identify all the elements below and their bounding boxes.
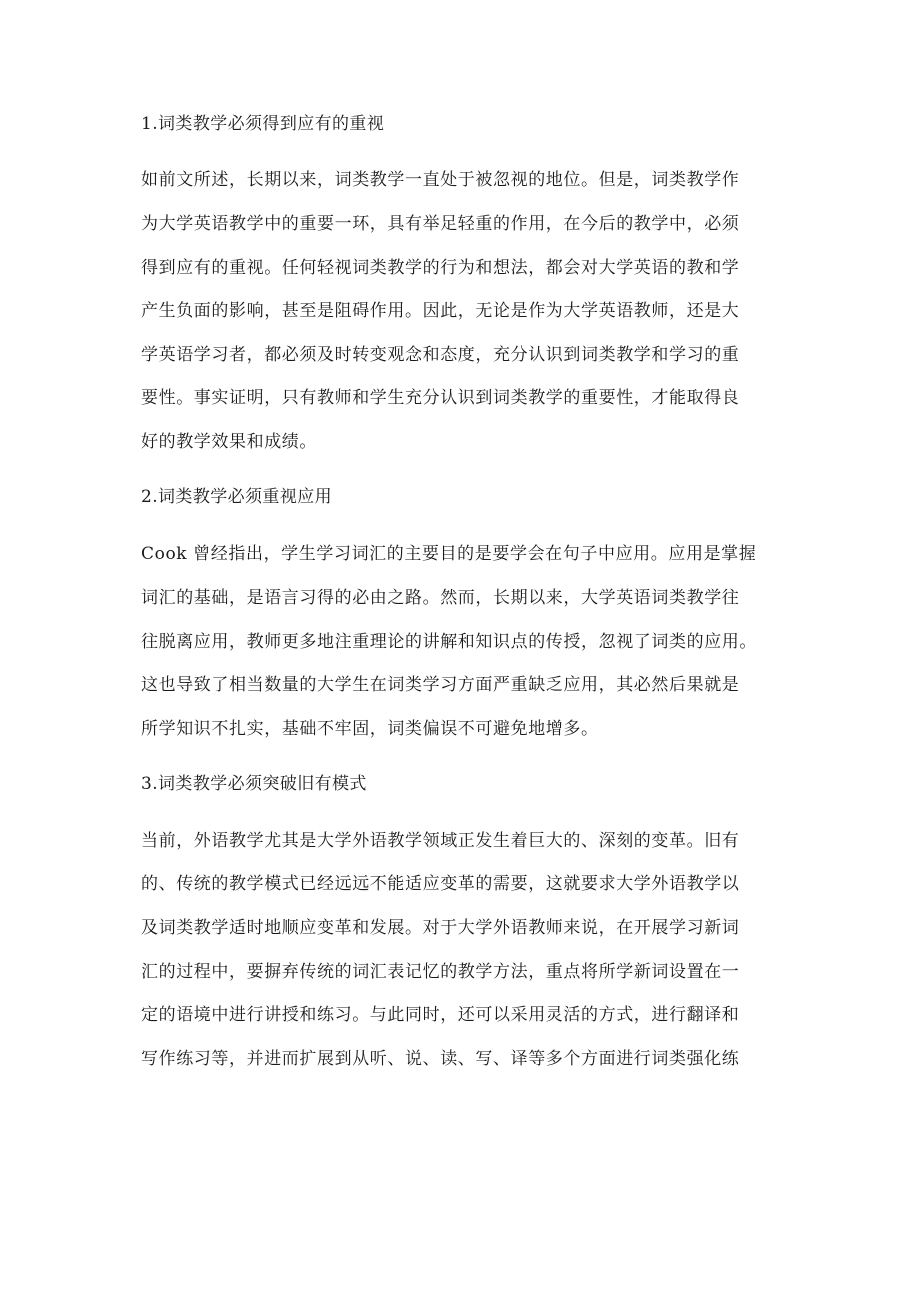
section-3-heading: 3.词类教学必须突破旧有模式 [141,774,367,794]
section-3-line-4: 汇的过程中，要摒弃传统的词汇表记忆的教学方法，重点将所学新词设置在一 [141,962,740,982]
section-1-line-2: 为大学英语教学中的重要一环，具有举足轻重的作用，在今后的教学中，必须 [141,214,740,234]
section-1-line-4: 产生负面的影响，甚至是阻碍作用。因此，无论是作为大学英语教师，还是大 [141,301,740,321]
section-3-line-6: 写作练习等，并进而扩展到从听、说、读、写、译等多个方面进行词类强化练 [141,1049,740,1069]
section-3-line-5: 定的语境中进行讲授和练习。与此同时，还可以采用灵活的方式，进行翻译和 [141,1005,740,1025]
section-1-line-3: 得到应有的重视。任何轻视词类教学的行为和想法，都会对大学英语的教和学 [141,258,740,278]
section-2-line-1: Cook 曾经指出，学生学习词汇的主要目的是要学会在句子中应用。应用是掌握 [141,544,757,564]
section-3-line-1: 当前，外语教学尤其是大学外语教学领域正发生着巨大的、深刻的变革。旧有 [141,831,740,851]
section-1-line-5: 学英语学习者，都必须及时转变观念和态度，充分认识到词类教学和学习的重 [141,345,740,365]
section-2-line-3: 往脱离应用，教师更多地注重理论的讲解和知识点的传授，忽视了词类的应用。 [141,632,757,652]
section-2-line-4: 这也导致了相当数量的大学生在词类学习方面严重缺乏应用，其必然后果就是 [141,675,740,695]
section-3-line-3: 及词类教学适时地顺应变革和发展。对于大学外语教师来说，在开展学习新词 [141,918,740,938]
section-2-heading: 2.词类教学必须重视应用 [141,487,333,507]
section-2-line-5: 所学知识不扎实，基础不牢固，词类偏误不可避免地增多。 [141,719,599,739]
section-1-line-1: 如前文所述，长期以来，词类教学一直处于被忽视的地位。但是，词类教学作 [141,170,740,190]
section-2-line-2: 词汇的基础，是语言习得的必由之路。然而，长期以来，大学英语词类教学往 [141,588,740,608]
section-1-line-7: 好的教学效果和成绩。 [141,432,317,452]
section-1-heading: 1.词类教学必须得到应有的重视 [141,114,385,134]
section-3-line-2: 的、传统的教学模式已经远远不能适应变革的需要，这就要求大学外语教学以 [141,874,740,894]
section-1-line-6: 要性。事实证明，只有教师和学生充分认识到词类教学的重要性，才能取得良 [141,388,740,408]
